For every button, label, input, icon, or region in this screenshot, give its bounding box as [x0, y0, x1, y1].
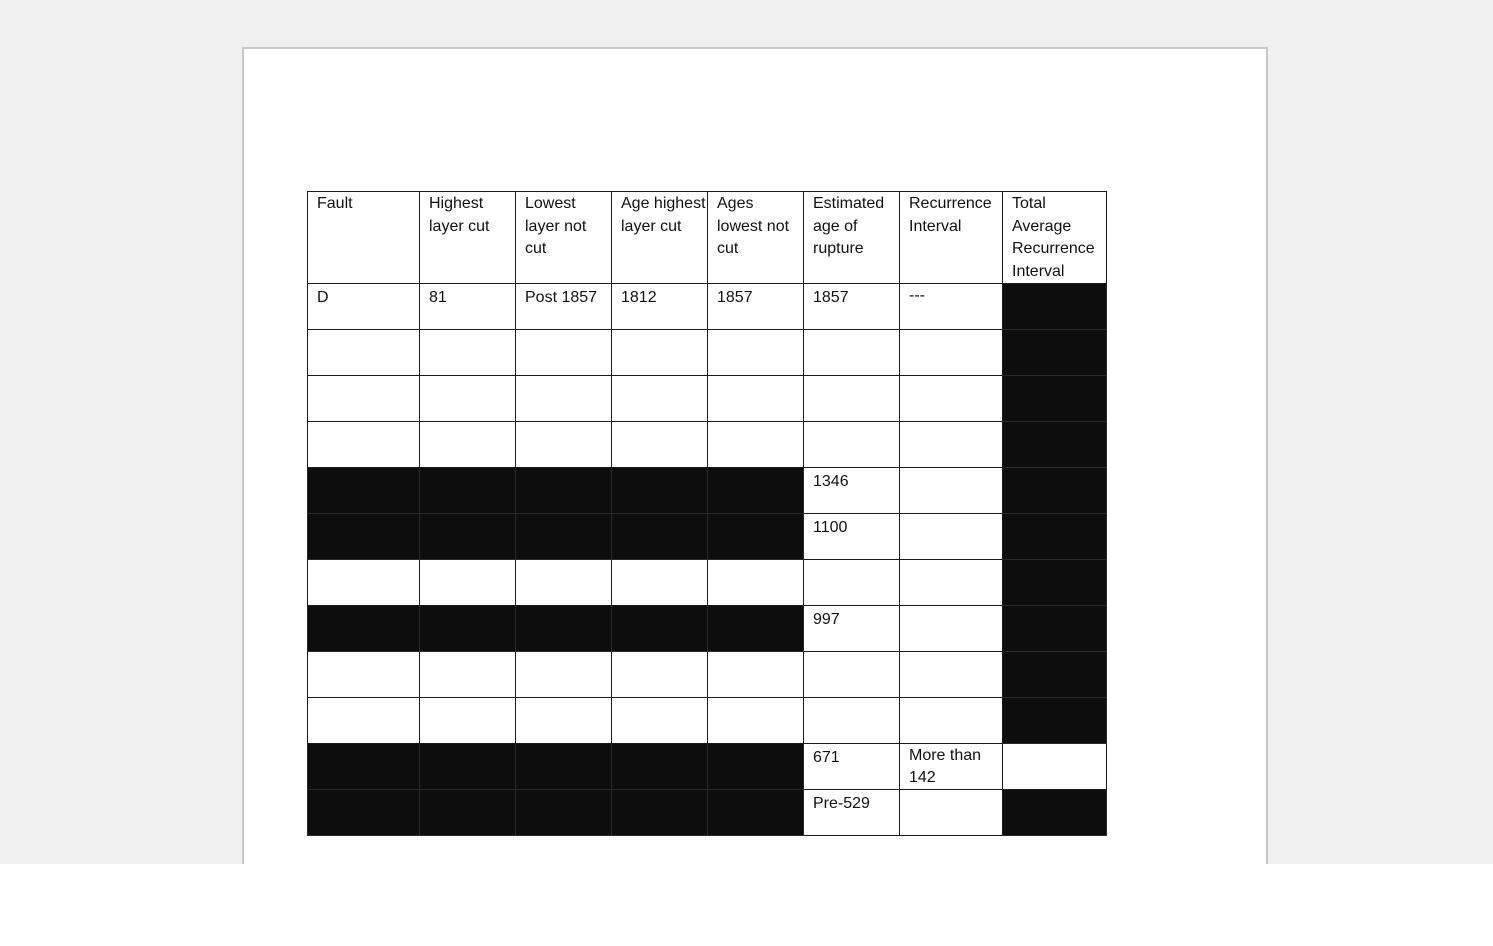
cell-lowest-layer-not-cut [516, 330, 612, 376]
cell-highest-layer-cut [420, 790, 516, 836]
cell-fault [308, 652, 420, 698]
cell-lowest-layer-not-cut: Post 1857 [516, 284, 612, 330]
cell-recurrence-interval [900, 652, 1003, 698]
header-total-average-recurrence-interval: Total Average Recurrence Interval [1003, 192, 1107, 284]
cell-estimated-age-of-rupture: 1346 [804, 468, 900, 514]
cell-lowest-layer-not-cut [516, 606, 612, 652]
cell-age-highest-layer-cut [612, 468, 708, 514]
cell-age-highest-layer-cut [612, 698, 708, 744]
header-lowest-layer-not-cut: Lowest layer not cut [516, 192, 612, 284]
cell-recurrence-interval: --- [900, 284, 1003, 330]
cell-recurrence-interval [900, 560, 1003, 606]
cell-lowest-layer-not-cut [516, 468, 612, 514]
cell-ages-lowest-not-cut [708, 698, 804, 744]
cell-ages-lowest-not-cut [708, 560, 804, 606]
cell-lowest-layer-not-cut [516, 422, 612, 468]
cell-ages-lowest-not-cut [708, 790, 804, 836]
cell-age-highest-layer-cut [612, 560, 708, 606]
table-row [308, 284, 1107, 330]
cell-highest-layer-cut: 81 [420, 284, 516, 330]
cell-lowest-layer-not-cut [516, 652, 612, 698]
cell-fault [308, 698, 420, 744]
cell-highest-layer-cut [420, 422, 516, 468]
cell-estimated-age-of-rupture [804, 330, 900, 376]
header-age-highest-layer-cut: Age highest layer cut [612, 192, 708, 284]
cell-recurrence-interval [900, 468, 1003, 514]
table-header-row [308, 192, 1107, 284]
cell-ages-lowest-not-cut: 1857 [708, 284, 804, 330]
cell-highest-layer-cut [420, 514, 516, 560]
cell-estimated-age-of-rupture: 1857 [804, 284, 900, 330]
header-fault: Fault [308, 192, 420, 284]
cell-highest-layer-cut [420, 606, 516, 652]
cell-ages-lowest-not-cut [708, 652, 804, 698]
table-row [308, 330, 1107, 376]
cell-age-highest-layer-cut [612, 744, 708, 790]
header-estimated-age-of-rupture: Estimated age of rupture [804, 192, 900, 284]
cell-fault [308, 514, 420, 560]
cell-estimated-age-of-rupture [804, 698, 900, 744]
cell-total-average-recurrence-interval [1003, 744, 1107, 790]
cell-age-highest-layer-cut [612, 790, 708, 836]
cell-total-average-recurrence-interval [1003, 422, 1107, 468]
cell-fault [308, 606, 420, 652]
header-recurrence-interval: Recurrence Interval [900, 192, 1003, 284]
cell-age-highest-layer-cut [612, 606, 708, 652]
cell-total-average-recurrence-interval [1003, 790, 1107, 836]
bottom-blank-area [0, 864, 1493, 946]
table-row [308, 376, 1107, 422]
cell-total-average-recurrence-interval [1003, 468, 1107, 514]
table-row [308, 560, 1107, 606]
table-row [308, 698, 1107, 744]
cell-fault [308, 790, 420, 836]
cell-recurrence-interval: More than 142 [900, 744, 1003, 790]
cell-highest-layer-cut [420, 560, 516, 606]
cell-fault [308, 330, 420, 376]
cell-ages-lowest-not-cut [708, 744, 804, 790]
table-row [308, 744, 1107, 790]
cell-estimated-age-of-rupture: 1100 [804, 514, 900, 560]
cell-ages-lowest-not-cut [708, 514, 804, 560]
cell-estimated-age-of-rupture [804, 422, 900, 468]
cell-estimated-age-of-rupture [804, 560, 900, 606]
table-row [308, 422, 1107, 468]
cell-ages-lowest-not-cut [708, 376, 804, 422]
cell-recurrence-interval [900, 422, 1003, 468]
table-row [308, 468, 1107, 514]
cell-recurrence-interval [900, 606, 1003, 652]
cell-lowest-layer-not-cut [516, 698, 612, 744]
cell-estimated-age-of-rupture: 997 [804, 606, 900, 652]
cell-lowest-layer-not-cut [516, 376, 612, 422]
cell-estimated-age-of-rupture: Pre-529 [804, 790, 900, 836]
cell-estimated-age-of-rupture: 671 [804, 744, 900, 790]
cell-fault [308, 468, 420, 514]
cell-age-highest-layer-cut [612, 514, 708, 560]
cell-total-average-recurrence-interval [1003, 698, 1107, 744]
table-row [308, 514, 1107, 560]
cell-fault [308, 376, 420, 422]
header-highest-layer-cut: Highest layer cut [420, 192, 516, 284]
cell-fault [308, 560, 420, 606]
cell-ages-lowest-not-cut [708, 330, 804, 376]
cell-estimated-age-of-rupture [804, 652, 900, 698]
cell-age-highest-layer-cut [612, 330, 708, 376]
cell-highest-layer-cut [420, 376, 516, 422]
table-body [308, 284, 1107, 836]
cell-lowest-layer-not-cut [516, 744, 612, 790]
cell-lowest-layer-not-cut [516, 514, 612, 560]
header-ages-lowest-not-cut: Ages lowest not cut [708, 192, 804, 284]
cell-lowest-layer-not-cut [516, 790, 612, 836]
cell-estimated-age-of-rupture [804, 376, 900, 422]
cell-highest-layer-cut [420, 468, 516, 514]
cell-highest-layer-cut [420, 744, 516, 790]
cell-age-highest-layer-cut: 1812 [612, 284, 708, 330]
cell-total-average-recurrence-interval [1003, 284, 1107, 330]
cell-total-average-recurrence-interval [1003, 376, 1107, 422]
fault-recurrence-table [307, 191, 1107, 836]
cell-total-average-recurrence-interval [1003, 514, 1107, 560]
cell-recurrence-interval [900, 514, 1003, 560]
cell-recurrence-interval [900, 790, 1003, 836]
table-row [308, 606, 1107, 652]
cell-highest-layer-cut [420, 698, 516, 744]
cell-ages-lowest-not-cut [708, 468, 804, 514]
cell-fault [308, 744, 420, 790]
cell-recurrence-interval [900, 376, 1003, 422]
cell-total-average-recurrence-interval [1003, 560, 1107, 606]
cell-total-average-recurrence-interval [1003, 606, 1107, 652]
cell-highest-layer-cut [420, 330, 516, 376]
cell-highest-layer-cut [420, 652, 516, 698]
cell-total-average-recurrence-interval [1003, 652, 1107, 698]
cell-recurrence-interval [900, 698, 1003, 744]
cell-fault [308, 422, 420, 468]
cell-lowest-layer-not-cut [516, 560, 612, 606]
cell-age-highest-layer-cut [612, 422, 708, 468]
cell-recurrence-interval [900, 330, 1003, 376]
cell-total-average-recurrence-interval [1003, 330, 1107, 376]
cell-age-highest-layer-cut [612, 652, 708, 698]
table-row [308, 652, 1107, 698]
cell-ages-lowest-not-cut [708, 606, 804, 652]
cell-fault: D [308, 284, 420, 330]
cell-age-highest-layer-cut [612, 376, 708, 422]
table-row [308, 790, 1107, 836]
cell-ages-lowest-not-cut [708, 422, 804, 468]
